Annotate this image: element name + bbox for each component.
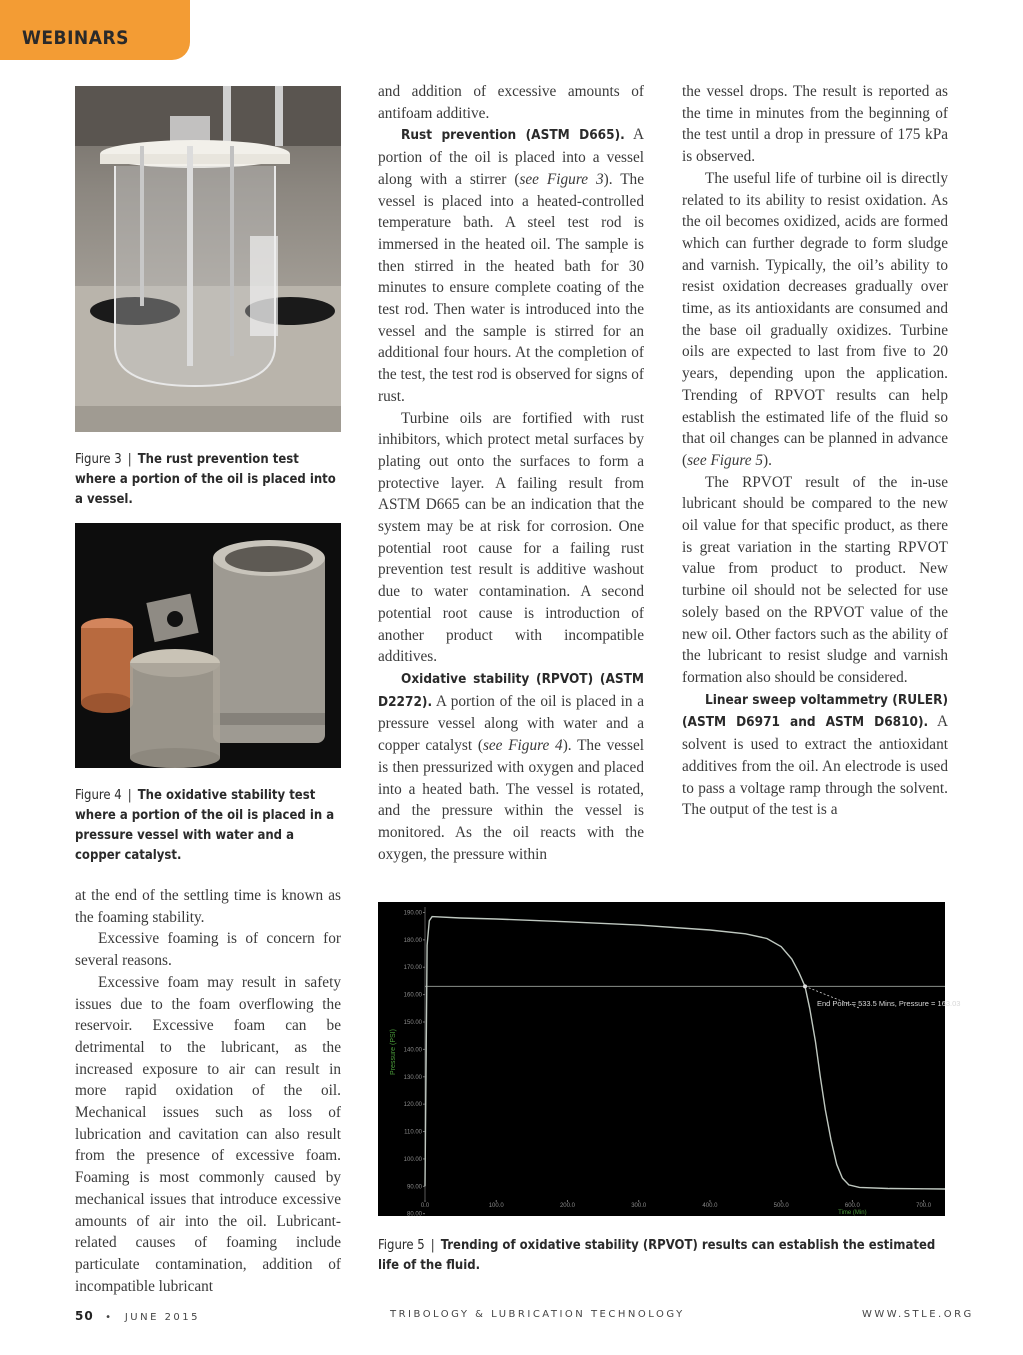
col2-p4-text-b: ). The vessel is then pressurized with oxygen and placed into a heated bath. The vessel is rotated, and the pressure within the vessel is monitored. As the oil reacts with the oxygen, the pressure within bbox=[378, 737, 644, 863]
col3-paragraph-3: The RPVOT result of the in-use lubricant should be compared to the new oil value for that specific product, as there is great variation in the starting RPVOT value from product to product. New turbine oil should not be selected for use solely based on the RPVOT value of the new oil. Other factors such as the ability of the lubricant to resist sludge and varnish formation also should be considered. bbox=[682, 473, 948, 686]
col2-p2-text-b: ). The vessel is placed into a heated-controlled temperature bath. A steel test rod is immersed in the heated oil. The sample is then stirred in the heated bath for 30 minutes to ensure complete coating of the test rod. Then water is introduced into the vessel and the sample is stirred for an additional four hours. At the completion of the test, the test rod is observed for signs of rust. bbox=[378, 170, 644, 405]
col3-p2-text-a: The useful life of turbine oil is directly related to its ability to resist oxidation. As the oil becomes oxidized, acids are formed which can further degrade to form sludge and varnish. Typically, the oil’s ability to resist oxidation decreases gradually over time, as its antioxidants are consumed and the base oil gradually oxidizes. Turbine oils are expected to last from five to 20 years, depending upon the application. Trending of RPVOT results can help establish the estimated life of the fluid so that oil changes can be planned in advance ( bbox=[682, 169, 948, 469]
col3-paragraph-2 bbox=[682, 168, 948, 472]
y-tick-label: 90.00 bbox=[406, 1184, 422, 1191]
y-tick-label: 110.00 bbox=[404, 1129, 422, 1136]
figure3-label: Figure 3 bbox=[75, 452, 122, 467]
figure3-caption-text: The rust prevention test where a portion of the oil is placed into a vessel. bbox=[75, 452, 336, 507]
col3-p2-text-b: ). bbox=[763, 451, 772, 469]
y-tick-label: 130.00 bbox=[403, 1074, 422, 1081]
y-tick-label: 150.00 bbox=[403, 1020, 422, 1027]
x-tick-label: 200.0 bbox=[559, 1203, 575, 1209]
footer-page-date bbox=[75, 1309, 200, 1323]
col3-paragraph-4 bbox=[682, 689, 948, 821]
figure5-caption-text: Trending of oxidative stability (RPVOT) results can establish the estimated life of the fluid. bbox=[378, 1238, 936, 1273]
y-tick-label: 120.00 bbox=[403, 1102, 422, 1109]
y-tick-label: 140.00 bbox=[403, 1047, 422, 1054]
figure3-separator: | bbox=[127, 452, 132, 467]
website-url: WWW.STLE.ORG bbox=[862, 1309, 974, 1320]
rpvot-chart-svg bbox=[378, 902, 961, 1218]
issue-date: JUNE 2015 bbox=[124, 1312, 201, 1323]
col2-paragraph-2 bbox=[378, 124, 644, 407]
page-number: 50 bbox=[75, 1309, 94, 1323]
section-tab-label: WEBINARS bbox=[22, 27, 129, 49]
col2-paragraph-4 bbox=[378, 668, 644, 865]
figure5-separator: | bbox=[430, 1238, 435, 1253]
article-column-3 bbox=[682, 81, 948, 821]
col1-paragraph-1: at the end of the settling time is known as the foaming stability. bbox=[75, 887, 341, 926]
y-tick-label: 100.00 bbox=[403, 1156, 422, 1163]
figure3-reference: see Figure 3 bbox=[519, 170, 604, 188]
article-column-2 bbox=[378, 81, 644, 865]
x-tick-label: 0.0 bbox=[420, 1203, 430, 1209]
y-tick-label: 80.00 bbox=[406, 1211, 422, 1218]
x-tick-label: 700.0 bbox=[916, 1203, 932, 1209]
rust-test-vessel-illustration bbox=[75, 86, 341, 432]
oxidation-vessel-parts-illustration bbox=[75, 523, 341, 768]
endpoint-annotation: End Point = 533.5 Mins, Pressure = 163.03 bbox=[817, 999, 961, 1008]
figure4-caption-text: The oxidative stability test where a portion of the oil is placed in a pressure vessel with water and a copper catalyst. bbox=[75, 788, 335, 863]
figure4-reference: see Figure 4 bbox=[482, 737, 563, 755]
col1-paragraph-3: Excessive foam may result in safety issues due to the foam overflowing the reservoir. Excessive foam can be detrimental to the lubricant, as the increased exposure to air can result in more rapid oxidation of the oil. Mechanical issues such as loss of lubrication and cavitation can also result from the presence of excessive foam. Foaming is most commonly caused by mechanical issues that introduce excessive amounts of air into the oil. Lubricant-related causes of foaming include particulate contamination, addition of incompatible lubricant bbox=[75, 973, 341, 1295]
figure4-separator: | bbox=[127, 788, 132, 803]
col3-p4-text-a: A solvent is used to extract the antioxidant additives from the oil. An electrode is used to pass a voltage ramp through the solvent. The output of the test is a bbox=[682, 713, 948, 819]
y-tick-label: 190.00 bbox=[403, 910, 422, 917]
section-tab bbox=[0, 0, 190, 60]
oxidative-stability-heading: Oxidative stability (RPVOT) (ASTM D2272). bbox=[378, 670, 644, 710]
publication-name: TRIBOLOGY & LUBRICATION TECHNOLOGY bbox=[390, 1309, 685, 1320]
col3-paragraph-1: the vessel drops. The result is reported as the time in minutes from the beginning of the test until a drop in pressure of 175 kPa is observed. bbox=[682, 83, 948, 166]
col2-p4-text-a: A portion of the oil is placed in a pressure vessel along with water and a copper catalyst ( bbox=[378, 692, 644, 755]
x-tick-label: 500.0 bbox=[773, 1203, 789, 1209]
rpvot-chart bbox=[378, 902, 961, 1218]
col2-paragraph-1: and addition of excessive amounts of antifoam additive. bbox=[378, 83, 644, 122]
figure3-photo bbox=[75, 86, 341, 432]
chart-y-axis-label: Pressure (PSI) bbox=[390, 1029, 397, 1075]
y-tick-label: 180.00 bbox=[403, 937, 422, 944]
pressure-series-line bbox=[425, 917, 945, 1189]
col1-paragraph-2: Excessive foaming is of concern for several reasons. bbox=[75, 930, 341, 970]
footer-dot: • bbox=[105, 1312, 114, 1323]
col2-p2-text-a: A portion of the oil is placed into a vessel along with a stirrer ( bbox=[378, 126, 644, 188]
chart-y-ticks bbox=[404, 910, 425, 1217]
chart-x-ticks bbox=[421, 1200, 932, 1209]
figure4-caption bbox=[75, 786, 343, 866]
figure4-photo bbox=[75, 523, 341, 768]
figure3-caption bbox=[75, 450, 343, 510]
figure5-label: Figure 5 bbox=[378, 1238, 425, 1253]
rust-prevention-heading: Rust prevention (ASTM D665). bbox=[401, 127, 625, 144]
figure5-reference: see Figure 5 bbox=[687, 451, 764, 469]
chart-x-axis-label: Time (Min) bbox=[838, 1210, 867, 1216]
y-tick-label: 160.00 bbox=[403, 992, 422, 999]
x-tick-label: 600.0 bbox=[844, 1203, 860, 1209]
figure5-caption bbox=[378, 1236, 950, 1276]
y-tick-label: 170.00 bbox=[403, 965, 422, 972]
x-tick-label: 300.0 bbox=[631, 1203, 647, 1209]
x-tick-label: 100.0 bbox=[488, 1203, 504, 1209]
figure4-label: Figure 4 bbox=[75, 788, 122, 803]
article-column-1-bottom bbox=[75, 885, 341, 1297]
endpoint-marker bbox=[803, 984, 807, 988]
x-tick-label: 400.0 bbox=[702, 1203, 718, 1209]
linear-sweep-heading: Linear sweep voltammetry (RULER) (ASTM D6971 and ASTM D6810). bbox=[682, 691, 948, 731]
col2-paragraph-3: Turbine oils are fortified with rust inhibitors, which protect metal surfaces by plating out onto the surfaces to form a protective layer. A failing result from ASTM D665 can be an indication that the system may be at risk for corrosion. One potential root cause for a failing rust prevention test result is additive washout due to water contamination. A second potential root cause is introduction of another product with incompatible additives. bbox=[378, 409, 644, 666]
